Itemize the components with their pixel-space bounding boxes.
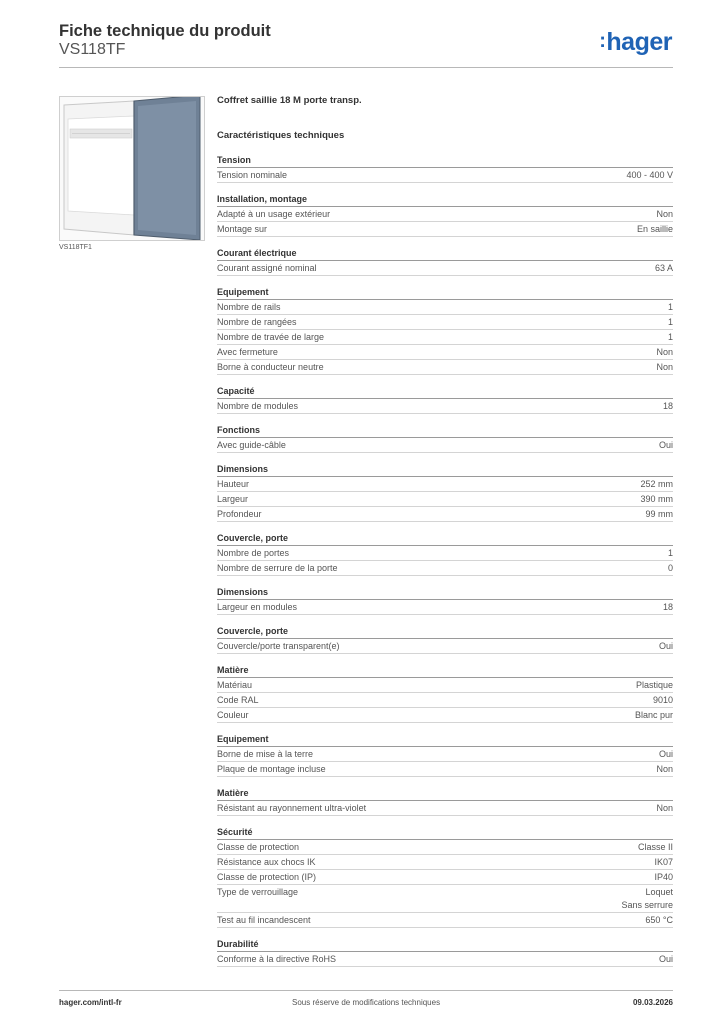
spec-group <box>217 532 673 576</box>
spec-label: Couleur <box>217 710 249 720</box>
spec-row <box>217 207 673 222</box>
spec-row <box>217 438 673 453</box>
spec-label: Résistance aux chocs IK <box>217 857 316 867</box>
spec-group <box>217 586 673 615</box>
spec-row <box>217 913 673 928</box>
spec-label: Hauteur <box>217 479 250 489</box>
spec-row <box>217 360 673 375</box>
spec-label: Classe de protection <box>217 842 300 852</box>
spec-label: Matériau <box>217 680 253 690</box>
spec-label: Nombre de travée de large <box>217 332 325 342</box>
product-code: VS118TF <box>59 41 126 58</box>
spec-label: Tension nominale <box>217 170 288 180</box>
footer-divider <box>59 990 673 991</box>
spec-value: 252 mm <box>640 479 673 489</box>
spec-row <box>217 708 673 723</box>
group-title: Dimensions <box>217 586 673 600</box>
spec-value: Non <box>656 803 673 813</box>
group-title: Dimensions <box>217 463 673 477</box>
spec-label: Nombre de portes <box>217 548 290 558</box>
spec-row <box>217 330 673 345</box>
spec-value-line: Loquet <box>645 887 673 897</box>
spec-row <box>217 762 673 777</box>
spec-value: 0 <box>667 563 673 573</box>
spec-label: Avec guide-câble <box>217 440 286 450</box>
logo-dots-icon: : <box>599 30 606 52</box>
spec-row <box>217 600 673 615</box>
group-title: Equipement <box>217 286 673 300</box>
logo-text: hager <box>606 28 672 56</box>
spec-group <box>217 664 673 723</box>
spec-label: Nombre de rails <box>217 302 281 312</box>
spec-label: Montage sur <box>217 224 268 234</box>
spec-group <box>217 385 673 414</box>
spec-label: Profondeur <box>217 509 262 519</box>
footer-date: 09.03.2026 <box>632 998 673 1007</box>
spec-value: IP40 <box>654 872 673 882</box>
spec-row <box>217 507 673 522</box>
group-title: Capacité <box>217 385 673 399</box>
spec-value: En saillie <box>636 224 673 234</box>
group-title: Fonctions <box>217 424 673 438</box>
spec-group <box>217 938 673 967</box>
spec-row <box>217 885 673 913</box>
spec-row <box>217 477 673 492</box>
group-title: Courant électrique <box>217 247 673 261</box>
spec-value <box>621 886 673 912</box>
spec-label: Avec fermeture <box>217 347 278 357</box>
spec-value: Oui <box>658 749 673 759</box>
spec-label: Type de verrouillage <box>217 887 299 897</box>
spec-row <box>217 345 673 360</box>
spec-value: Non <box>656 362 673 372</box>
group-title: Tension <box>217 154 673 168</box>
group-title: Installation, montage <box>217 193 673 207</box>
spec-group <box>217 733 673 777</box>
spec-row <box>217 747 673 762</box>
page-title: Fiche technique du produit <box>59 22 271 40</box>
spec-label: Nombre de rangées <box>217 317 297 327</box>
spec-group <box>217 463 673 522</box>
spec-value: Non <box>656 209 673 219</box>
spec-value: 400 - 400 V <box>626 170 673 180</box>
spec-row <box>217 693 673 708</box>
spec-value: Non <box>656 764 673 774</box>
hager-logo <box>599 26 672 57</box>
footer-disclaimer: Sous réserve de modifications techniques <box>292 998 441 1007</box>
spec-label: Code RAL <box>217 695 259 705</box>
spec-value: Oui <box>658 954 673 964</box>
spec-row <box>217 870 673 885</box>
spec-label: Courant assigné nominal <box>217 263 317 273</box>
spec-group <box>217 247 673 276</box>
spec-row <box>217 261 673 276</box>
spec-label: Conforme à la directive RoHS <box>217 954 337 964</box>
spec-label: Borne de mise à la terre <box>217 749 314 759</box>
spec-value: Classe II <box>637 842 673 852</box>
spec-label: Largeur en modules <box>217 602 298 612</box>
image-caption: VS118TF1 <box>59 244 92 251</box>
spec-value: 9010 <box>652 695 673 705</box>
spec-row <box>217 952 673 967</box>
spec-label: Largeur <box>217 494 249 504</box>
spec-label: Nombre de serrure de la porte <box>217 563 338 573</box>
spec-label: Nombre de modules <box>217 401 299 411</box>
spec-value: Non <box>656 347 673 357</box>
spec-value: IK07 <box>654 857 673 867</box>
spec-group <box>217 625 673 654</box>
spec-value: 1 <box>667 548 673 558</box>
page-header <box>59 21 271 59</box>
spec-label: Plaque de montage incluse <box>217 764 326 774</box>
spec-group <box>217 787 673 816</box>
spec-value: 1 <box>667 302 673 312</box>
spec-group <box>217 286 673 375</box>
spec-value-line: Sans serrure <box>621 900 673 910</box>
spec-groups <box>217 154 673 967</box>
product-image <box>59 96 205 241</box>
spec-row <box>217 168 673 183</box>
header-divider <box>59 67 673 68</box>
spec-row <box>217 492 673 507</box>
group-title: Couvercle, porte <box>217 625 673 639</box>
footer-website-link[interactable]: hager.com/intl-fr <box>59 998 122 1007</box>
spec-value: 63 A <box>654 263 673 273</box>
spec-row <box>217 855 673 870</box>
spec-row <box>217 315 673 330</box>
spec-label: Test au fil incandescent <box>217 915 311 925</box>
spec-row <box>217 840 673 855</box>
spec-row <box>217 678 673 693</box>
spec-value: 650 °C <box>645 915 673 925</box>
spec-label: Borne à conducteur neutre <box>217 362 324 372</box>
group-title: Matière <box>217 787 673 801</box>
spec-row <box>217 399 673 414</box>
group-title: Couvercle, porte <box>217 532 673 546</box>
spec-value: Plastique <box>635 680 673 690</box>
spec-value: Oui <box>658 440 673 450</box>
spec-row <box>217 546 673 561</box>
spec-row <box>217 561 673 576</box>
section-heading: Caractéristiques techniques <box>217 130 345 141</box>
spec-value: 1 <box>667 332 673 342</box>
spec-label: Couvercle/porte transparent(e) <box>217 641 340 651</box>
spec-row <box>217 222 673 237</box>
spec-value: 1 <box>667 317 673 327</box>
spec-value: Blanc pur <box>634 710 673 720</box>
group-title: Sécurité <box>217 826 673 840</box>
spec-row <box>217 300 673 315</box>
group-title: Equipement <box>217 733 673 747</box>
spec-group <box>217 424 673 453</box>
spec-label: Résistant au rayonnement ultra-violet <box>217 803 367 813</box>
spec-section <box>217 95 673 977</box>
spec-group <box>217 154 673 183</box>
product-title: Coffret saillie 18 M porte transp. <box>217 95 362 106</box>
spec-value: 99 mm <box>645 509 673 519</box>
spec-value: 18 <box>662 401 673 411</box>
spec-value: 390 mm <box>640 494 673 504</box>
spec-label: Adapté à un usage extérieur <box>217 209 331 219</box>
spec-value: Oui <box>658 641 673 651</box>
group-title: Durabilité <box>217 938 673 952</box>
spec-value: 18 <box>662 602 673 612</box>
spec-row <box>217 801 673 816</box>
spec-group <box>217 826 673 928</box>
spec-row <box>217 639 673 654</box>
group-title: Matière <box>217 664 673 678</box>
spec-label: Classe de protection (IP) <box>217 872 317 882</box>
enclosure-illustration <box>60 97 204 240</box>
spec-group <box>217 193 673 237</box>
